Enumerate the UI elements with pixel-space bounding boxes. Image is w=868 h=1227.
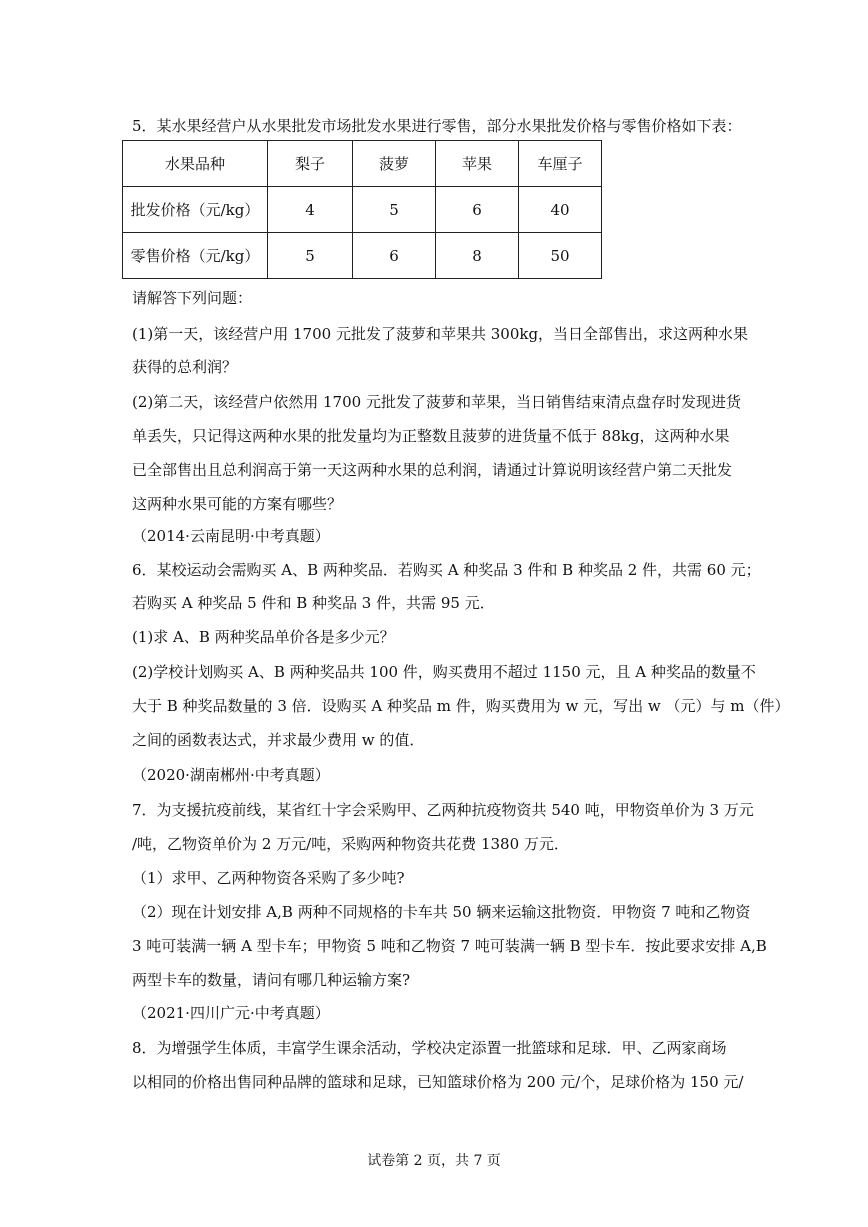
- q7-part2-line: 两型卡车的数量，请问有哪几种运输方案?: [132, 971, 411, 989]
- table-cell: 5: [353, 187, 436, 233]
- table-header-cell: 苹果: [436, 141, 519, 187]
- q5-part2-line: 已全部售出且总利润高于第一天这两种水果的总利润，请通过计算说明该经营户第二天批发: [132, 461, 733, 479]
- q5-part2-line: 单丢失，只记得这两种水果的批发量均为正整数且菠萝的进货量不低于 88kg，这两种水果: [132, 427, 730, 445]
- table-cell: 50: [519, 233, 602, 279]
- q6-part1: (1)求 A、B 两种奖品单价各是多少元？: [132, 628, 395, 646]
- q7-part2-line: （2）现在计划安排 A,B 两种不同规格的卡车共 50 辆来运输这批物资．甲物资 7 吨和乙物资: [132, 903, 751, 921]
- q6-part2-line: 之间的函数表达式，并求最少费用 w 的值．: [132, 731, 425, 749]
- table-header-cell: 车厘子: [519, 141, 602, 187]
- page-footer: 试卷第 2 页，共 7 页: [367, 1153, 501, 1169]
- table-cell: 零售价格（元/kg）: [123, 233, 268, 279]
- table-row: [123, 233, 602, 279]
- table-cell: 6: [436, 187, 519, 233]
- table-cell: 6: [353, 233, 436, 279]
- q5-part2-line: 这两种水果可能的方案有哪些？: [132, 495, 343, 513]
- q6-line: 若购买 A 种奖品 5 件和 B 种奖品 3 件，共需 95 元．: [132, 594, 495, 612]
- q8-line: 8．为增强学生体质，丰富学生课余活动，学校决定添置一批篮球和足球．甲、乙两家商场: [132, 1039, 727, 1057]
- table-cell: 批发价格（元/kg）: [123, 187, 268, 233]
- q5-part2-line: (2)第二天，该经营户依然用 1700 元批发了菠萝和苹果，当日销售结束清点盘存时发现进货: [132, 393, 741, 411]
- table-cell: 8: [436, 233, 519, 279]
- q7-source: （2021·四川广元·中考真题）: [132, 1004, 330, 1022]
- q5-part1-line: (1)第一天，该经营户用 1700 元批发了菠萝和苹果共 300kg，当日全部售出，求这两种水果: [132, 325, 749, 343]
- q7-line: 7．为支援抗疫前线，某省红十字会采购甲、乙两种抗疫物资共 540 吨，甲物资单价为 3 万元: [132, 801, 754, 819]
- table-header-cell: 水果品种: [123, 141, 268, 187]
- q5-intro: 5．某水果经营户从水果批发市场批发水果进行零售，部分水果批发价格与零售价格如下表：: [132, 117, 742, 135]
- q7-part1: （1）求甲、乙两种物资各采购了多少吨?: [132, 869, 405, 887]
- q7-part2-line: 3 吨可装满一辆 A 型卡车；甲物资 5 吨和乙物资 7 吨可装满一辆 B 型卡车．按此要求安排 A,B: [132, 937, 767, 955]
- table-header-cell: 菠萝: [353, 141, 436, 187]
- table-cell: 40: [519, 187, 602, 233]
- q8-line: 以相同的价格出售同种品牌的篮球和足球，已知篮球价格为 200 元/个，足球价格为 150 元/: [132, 1073, 744, 1091]
- table-cell: 4: [268, 187, 353, 233]
- q6-line: 6．某校运动会需购买 A、B 两种奖品．若购买 A 种奖品 3 件和 B 种奖品 2 件，共需 60 元；: [132, 561, 761, 579]
- q5-prompt: 请解答下列问题：: [132, 289, 253, 307]
- q5-source: （2014·云南昆明·中考真题）: [132, 527, 330, 545]
- fruit-price-table: [122, 140, 602, 279]
- q7-line: /吨，乙物资单价为 2 万元/吨，采购两种物资共花费 1380 万元．: [132, 835, 569, 853]
- table-header-row: [123, 141, 602, 187]
- q6-source: （2020·湖南郴州·中考真题）: [132, 766, 330, 784]
- q6-part2-line: (2)学校计划购买 A、B 两种奖品共 100 件，购买费用不超过 1150 元，且 A 种奖品的数量不: [132, 663, 756, 681]
- table-cell: 5: [268, 233, 353, 279]
- table-row: [123, 187, 602, 233]
- q5-part1-line: 获得的总利润？: [132, 358, 238, 376]
- q6-part2-line: 大于 B 种奖品数量的 3 倍．设购买 A 种奖品 m 件，购买费用为 w 元，写出 w （元）与 m（件）: [132, 697, 790, 715]
- table-header-cell: 梨子: [268, 141, 353, 187]
